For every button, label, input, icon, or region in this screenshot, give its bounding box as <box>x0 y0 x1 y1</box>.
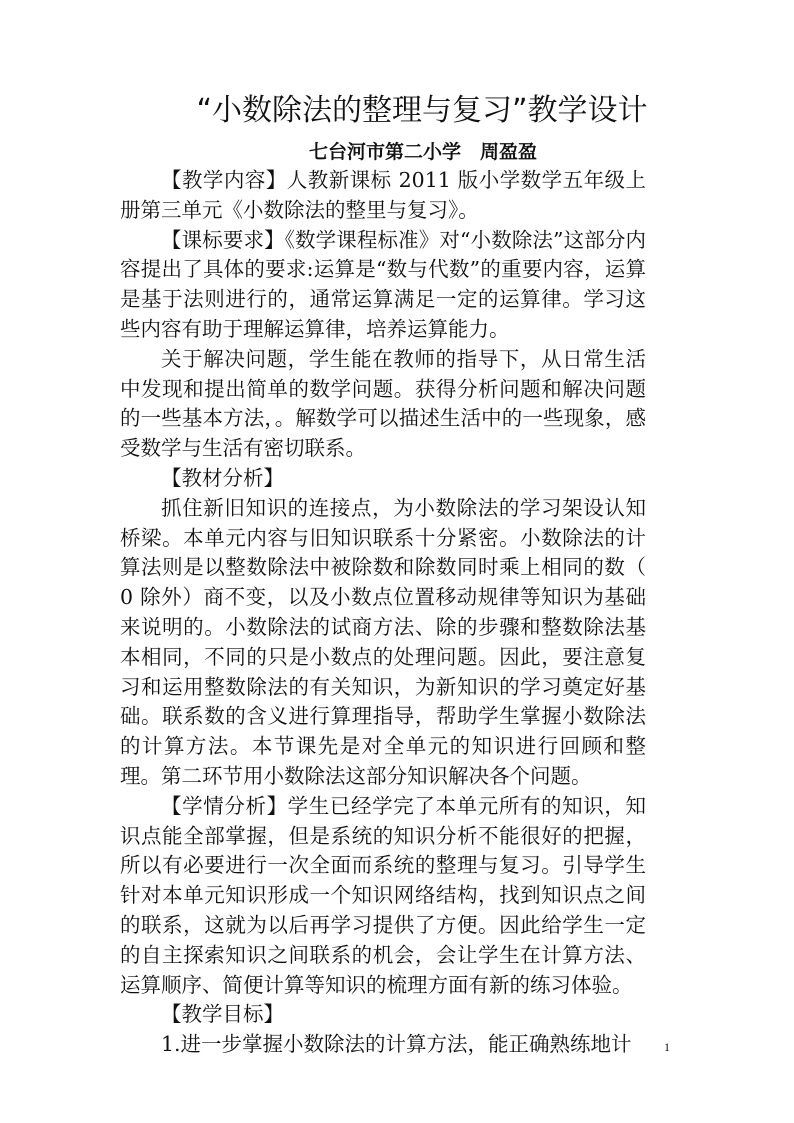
paragraph-teaching-content: 【教学内容】人教新课标 2011 版小学数学五年级上册第三单元《小数除法的整里与复习》。 <box>120 168 646 222</box>
paragraph-student-analysis: 【学情分析】学生已经学完了本单元所有的知识，知识点能全部掌握，但是系统的知识分析不能很好的把握，所以有必要进行一次全面而系统的整理与复习。引导学生针对本单元知识形成一个知识网络结构，找到知识点之间的联系，这就为以后再学习提供了方便。因此给学生一定的自主探索知识之间联系的机会，会让学生在计算方法、运算顺序、简便计算等知识的梳理方面有新的练习体验。 <box>120 793 646 997</box>
paragraph-problem-solving: 关于解决问题，学生能在教师的指导下，从日常生活中发现和提出简单的数学问题。获得分析问题和解决问题的一些基本方法，。解数学可以描述生活中的一些现象，感受数学与生活有密切联系。 <box>120 346 646 461</box>
paragraph-objective-1: 1.进一步掌握小数除法的计算方法，能正确熟练地计 <box>161 1032 632 1057</box>
document-body <box>120 166 646 1060</box>
author-line: 七台河市第二小学 周盈盈 <box>308 141 537 163</box>
heading-textbook-analysis: 【教材分析】 <box>161 465 284 490</box>
page-number: 1 <box>664 1040 670 1054</box>
paragraph-curriculum-requirements: 【课标要求】《数学课程标准》对“小数除法”这部分内容提出了具体的要求:运算是“数与代数”的重要内容，运算是基于法则进行的，通常运算满足一定的运算律。学习这些内容有助于理解运算律，培养运算能力。 <box>120 227 646 341</box>
heading-teaching-objectives: 【教学目标】 <box>161 1002 284 1027</box>
paragraph-textbook-analysis: 抓住新旧知识的连接点，为小数除法的学习架设认知桥梁。本单元内容与旧知识联系十分紧密。小数除法的计算法则是以整数除法中被除数和除数同时乘上相同的数（ 0 除外）商不变，以及小数点位置移动规律等知识为基础来说明的。小数除法的试商方法、除的步骤和整数除法基本相同，不同的只是小数点的处理问题。因此，要注意复习和运用整数除法的有关知识，为新知识的学习奠定好基础。联系数的含义进行算理指导，帮助学生掌握小数除法的计算方法。本节课先是对全单元的知识进行回顾和整理。第二环节用小数除法这部分知识解决各个问题。 <box>120 495 646 788</box>
document-title: “小数除法的整理与复习”教学设计 <box>196 93 648 128</box>
